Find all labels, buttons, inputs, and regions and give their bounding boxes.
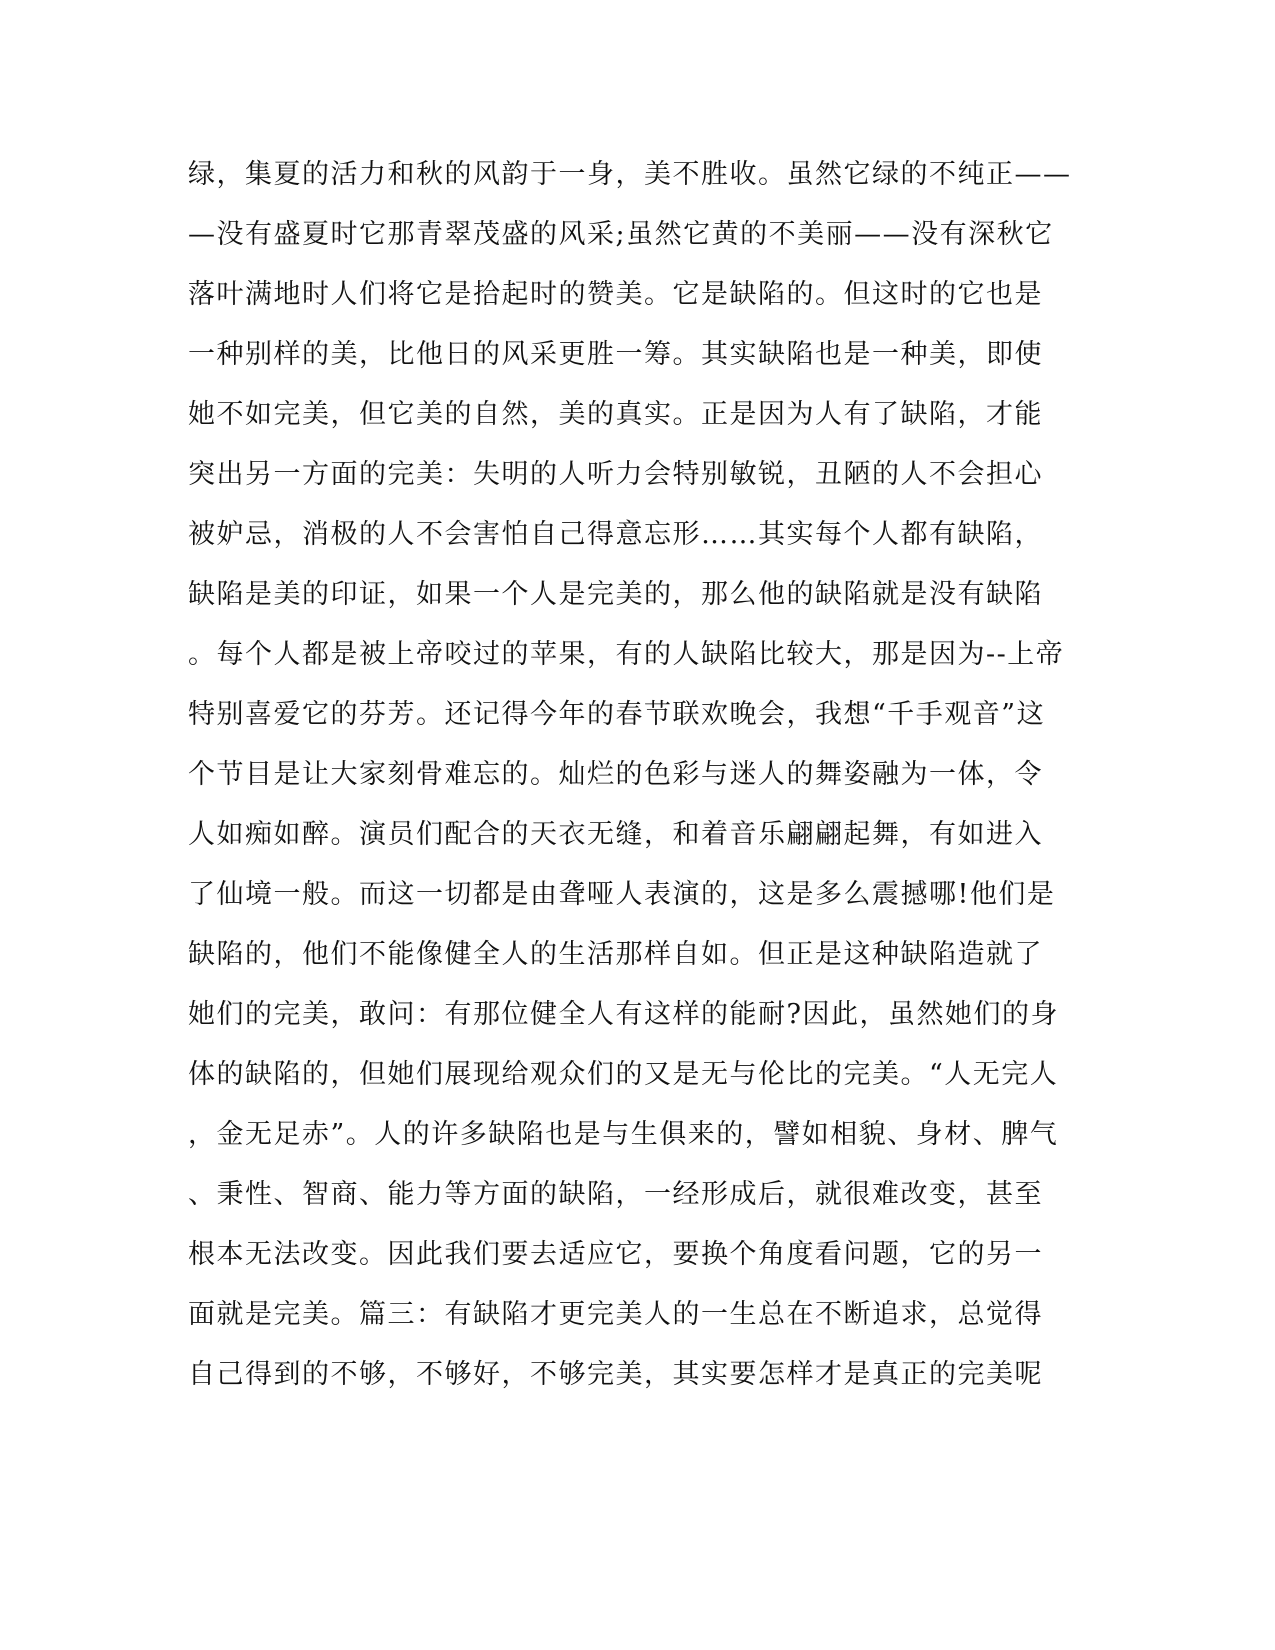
text-line: ，金无足赤”。人的许多缺陷也是与生俱来的，譬如相貌、身材、脾气 bbox=[188, 1119, 1059, 1150]
text-line: 。每个人都是被上帝咬过的苹果，有的人缺陷比较大，那是因为--上帝 bbox=[188, 639, 1065, 670]
text-line: 缺陷的，他们不能像健全人的生活那样自如。但正是这种缺陷造就了 bbox=[188, 939, 1043, 970]
text-line: 了仙境一般。而这一切都是由聋哑人表演的，这是多么震撼哪!他们是 bbox=[188, 879, 1056, 910]
text-line: 绿，集夏的活力和秋的风韵于一身，美不胜收。虽然它绿的不纯正—— bbox=[188, 159, 1072, 190]
text-line: 、秉性、智商、能力等方面的缺陷，一经形成后，就很难改变，甚至 bbox=[188, 1179, 1043, 1210]
text-line: 被妒忌，消极的人不会害怕自己得意忘形……其实每个人都有缺陷， bbox=[188, 519, 1043, 550]
text-line: 根本无法改变。因此我们要去适应它，要换个角度看问题，它的另一 bbox=[188, 1239, 1043, 1270]
text-line: 缺陷是美的印证，如果一个人是完美的，那么他的缺陷就是没有缺陷 bbox=[188, 579, 1043, 610]
text-line: 落叶满地时人们将它是拾起时的赞美。它是缺陷的。但这时的它也是 bbox=[188, 279, 1043, 310]
text-line: 她不如完美，但它美的自然，美的真实。正是因为人有了缺陷，才能 bbox=[188, 399, 1043, 430]
text-line: —没有盛夏时它那青翠茂盛的风采;虽然它黄的不美丽——没有深秋它 bbox=[188, 219, 1054, 250]
text-line: 体的缺陷的，但她们展现给观众们的又是无与伦比的完美。“人无完人 bbox=[188, 1059, 1059, 1090]
text-line: 自己得到的不够，不够好，不够完美，其实要怎样才是真正的完美呢 bbox=[188, 1359, 1043, 1390]
text-line: 个节目是让大家刻骨难忘的。灿烂的色彩与迷人的舞姿融为一体，令 bbox=[188, 759, 1043, 790]
text-line: 特别喜爱它的芬芳。还记得今年的春节联欢晚会，我想“千手观音”这 bbox=[188, 699, 1046, 730]
body-text bbox=[188, 145, 1088, 1405]
text-line: 一种别样的美，比他日的风采更胜一筹。其实缺陷也是一种美，即使 bbox=[188, 339, 1043, 370]
text-line: 她们的完美，敢问：有那位健全人有这样的能耐?因此，虽然她们的身 bbox=[188, 999, 1059, 1030]
text-line: 面就是完美。篇三：有缺陷才更完美人的一生总在不断追求，总觉得 bbox=[188, 1299, 1043, 1330]
text-line: 突出另一方面的完美：失明的人听力会特别敏锐，丑陋的人不会担心 bbox=[188, 459, 1043, 490]
text-line: 人如痴如醉。演员们配合的天衣无缝，和着音乐翩翩起舞，有如进入 bbox=[188, 819, 1043, 850]
